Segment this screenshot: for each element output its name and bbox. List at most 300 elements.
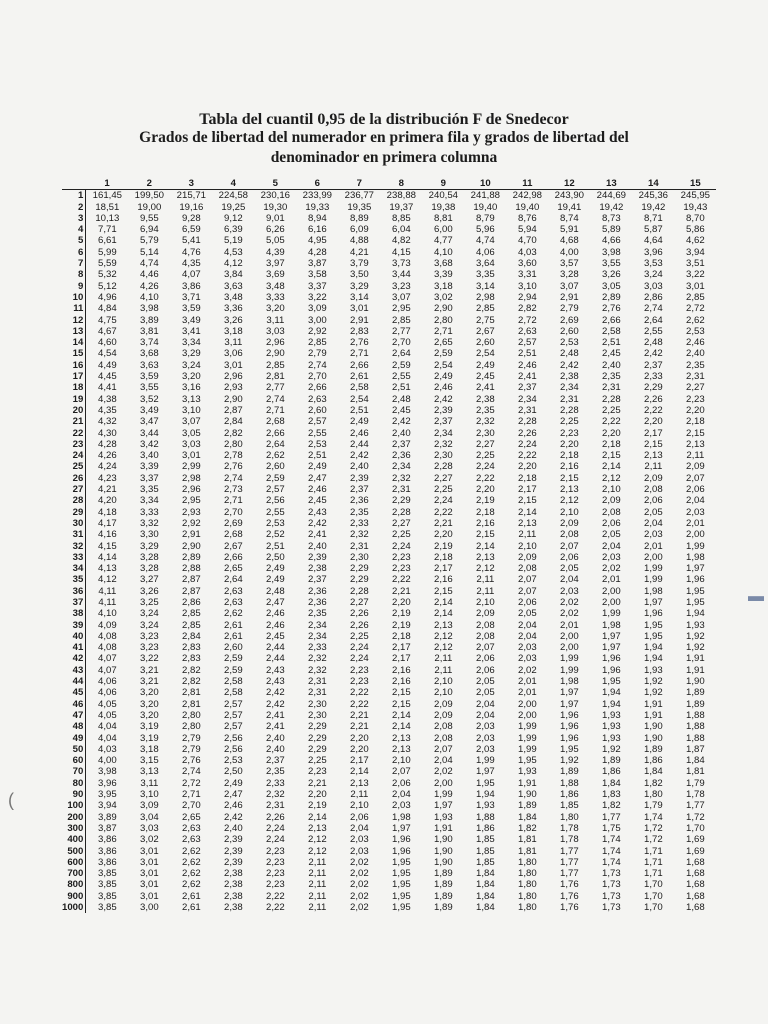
table-row xyxy=(62,348,716,359)
table-cell: 1,74 xyxy=(602,856,621,868)
table-cell: 3,53 xyxy=(644,258,663,270)
table-cell: 1,91 xyxy=(434,822,453,834)
table-cell: 8,73 xyxy=(602,212,621,224)
table-cell: 2,08 xyxy=(434,721,453,733)
table-cell: 1,86 xyxy=(644,755,663,767)
table-cell: 2,48 xyxy=(266,585,285,597)
row-header: 70 xyxy=(62,766,86,777)
table-cell: 2,03 xyxy=(602,551,621,563)
table-cell: 2,93 xyxy=(182,506,201,518)
table-cell: 2,81 xyxy=(182,687,201,699)
table-cell: 4,67 xyxy=(98,325,117,337)
table-cell: 3,49 xyxy=(182,314,201,326)
table-cell: 3,57 xyxy=(560,258,579,270)
table-cell: 2,32 xyxy=(350,529,369,541)
table-cell: 3,39 xyxy=(140,461,159,473)
table-cell: 5,41 xyxy=(182,235,201,247)
table-cell: 2,11 xyxy=(308,890,327,902)
table-cell: 1,99 xyxy=(644,563,663,575)
table-row xyxy=(62,416,716,427)
table-cell: 19,33 xyxy=(305,201,330,213)
table-cell: 2,59 xyxy=(434,348,453,360)
table-cell: 1,95 xyxy=(392,879,411,891)
table-cell: 2,46 xyxy=(266,619,285,631)
table-cell: 1,76 xyxy=(560,879,579,891)
table-cell: 2,46 xyxy=(308,484,327,496)
table-cell: 2,20 xyxy=(434,529,453,541)
table-row xyxy=(62,202,716,213)
table-cell: 2,24 xyxy=(392,540,411,552)
row-header: 8 xyxy=(62,269,86,280)
table-cell: 2,44 xyxy=(266,653,285,665)
table-cell: 3,47 xyxy=(140,416,159,428)
table-cell: 1,73 xyxy=(602,868,621,880)
table-cell: 2,07 xyxy=(686,472,705,484)
table-cell: 1,84 xyxy=(476,902,495,913)
table-cell: 8,85 xyxy=(392,212,411,224)
row-header: 600 xyxy=(62,857,86,868)
table-cell: 1,94 xyxy=(686,608,705,620)
table-cell: 2,15 xyxy=(518,495,537,507)
table-cell: 2,09 xyxy=(518,551,537,563)
table-cell: 3,29 xyxy=(182,348,201,360)
table-cell: 2,74 xyxy=(644,303,663,315)
table-cell: 4,88 xyxy=(350,235,369,247)
table-cell: 2,62 xyxy=(182,845,201,857)
table-cell: 1,86 xyxy=(602,766,621,778)
table-row xyxy=(62,733,716,744)
table-row xyxy=(62,868,716,879)
table-cell: 1,85 xyxy=(476,845,495,857)
table-cell: 2,07 xyxy=(392,766,411,778)
row-header: 40 xyxy=(62,631,86,642)
table-cell: 2,39 xyxy=(308,551,327,563)
table-cell: 7,71 xyxy=(98,224,117,236)
table-row xyxy=(62,857,716,868)
table-cell: 2,67 xyxy=(476,325,495,337)
table-cell: 2,46 xyxy=(350,427,369,439)
table-cell: 2,87 xyxy=(182,574,201,586)
table-cell: 2,01 xyxy=(686,517,705,529)
table-cell: 2,05 xyxy=(476,676,495,688)
table-cell: 1,98 xyxy=(644,585,663,597)
table-cell: 2,25 xyxy=(476,450,495,462)
row-header: 39 xyxy=(62,620,86,631)
table-cell: 2,02 xyxy=(350,868,369,880)
table-cell: 1,82 xyxy=(602,800,621,812)
table-cell: 1,81 xyxy=(518,834,537,846)
table-cell: 2,32 xyxy=(266,789,285,801)
table-cell: 2,16 xyxy=(392,664,411,676)
table-cell: 1,68 xyxy=(686,868,705,880)
table-cell: 4,39 xyxy=(266,246,285,258)
table-cell: 2,58 xyxy=(224,676,243,688)
table-cell: 2,56 xyxy=(224,732,243,744)
column-header: 3 xyxy=(188,178,195,189)
table-cell: 2,39 xyxy=(224,845,243,857)
table-cell: 3,01 xyxy=(686,280,705,292)
table-cell: 4,41 xyxy=(98,382,117,394)
table-cell: 2,51 xyxy=(602,337,621,349)
table-cell: 2,53 xyxy=(560,337,579,349)
table-cell: 1,91 xyxy=(644,709,663,721)
row-header: 200 xyxy=(62,812,86,823)
table-cell: 2,10 xyxy=(560,506,579,518)
table-cell: 2,70 xyxy=(182,800,201,812)
table-cell: 2,03 xyxy=(350,834,369,846)
table-cell: 224,58 xyxy=(212,190,254,202)
table-cell: 2,24 xyxy=(266,822,285,834)
table-cell: 3,44 xyxy=(140,427,159,439)
table-cell: 3,34 xyxy=(182,337,201,349)
table-cell: 4,03 xyxy=(98,743,117,755)
table-cell: 4,15 xyxy=(98,540,117,552)
table-cell: 2,02 xyxy=(350,879,369,891)
table-cell: 2,07 xyxy=(560,540,579,552)
table-row xyxy=(62,699,716,710)
table-cell: 2,01 xyxy=(518,676,537,688)
row-header: 46 xyxy=(62,699,86,710)
table-cell: 19,41 xyxy=(557,201,582,213)
table-cell: 3,07 xyxy=(392,291,411,303)
table-cell: 2,59 xyxy=(266,472,285,484)
table-cell: 2,34 xyxy=(392,461,411,473)
table-cell: 3,35 xyxy=(476,269,495,281)
table-cell: 3,28 xyxy=(560,269,579,281)
table-cell: 2,11 xyxy=(518,529,537,541)
table-cell: 2,37 xyxy=(644,359,663,371)
table-row xyxy=(62,394,716,405)
table-cell: 2,90 xyxy=(182,540,201,552)
table-cell: 2,00 xyxy=(518,698,537,710)
table-cell: 4,49 xyxy=(98,359,117,371)
table-cell: 2,18 xyxy=(686,416,705,428)
table-cell: 2,56 xyxy=(224,743,243,755)
table-cell: 2,51 xyxy=(350,404,369,416)
table-cell: 3,51 xyxy=(686,258,705,270)
table-cell: 2,08 xyxy=(434,732,453,744)
table-cell: 2,70 xyxy=(308,371,327,383)
table-cell: 2,06 xyxy=(602,517,621,529)
table-cell: 2,79 xyxy=(560,303,579,315)
table-cell: 2,18 xyxy=(518,472,537,484)
column-header: 12 xyxy=(564,178,575,189)
table-cell: 2,59 xyxy=(224,653,243,665)
table-cell: 2,09 xyxy=(686,461,705,473)
table-cell: 2,08 xyxy=(644,484,663,496)
table-cell: 2,80 xyxy=(182,721,201,733)
table-row xyxy=(62,710,716,721)
table-cell: 4,03 xyxy=(518,246,537,258)
table-cell: 4,74 xyxy=(140,258,159,270)
table-cell: 2,42 xyxy=(644,348,663,360)
table-cell: 3,73 xyxy=(392,258,411,270)
table-row xyxy=(62,473,716,484)
table-cell: 2,31 xyxy=(308,687,327,699)
table-cell: 2,04 xyxy=(476,709,495,721)
table-row xyxy=(62,213,716,224)
row-header: 29 xyxy=(62,507,86,518)
table-cell: 2,96 xyxy=(224,371,243,383)
table-cell: 3,20 xyxy=(140,698,159,710)
table-cell: 19,25 xyxy=(221,201,246,213)
table-cell: 2,11 xyxy=(434,653,453,665)
table-cell: 2,10 xyxy=(518,540,537,552)
table-cell: 2,11 xyxy=(644,461,663,473)
table-cell: 4,35 xyxy=(182,258,201,270)
table-cell: 2,58 xyxy=(602,325,621,337)
table-cell: 2,38 xyxy=(224,868,243,880)
table-cell: 2,20 xyxy=(560,438,579,450)
table-cell: 3,37 xyxy=(140,472,159,484)
table-cell: 2,06 xyxy=(560,551,579,563)
table-cell: 1,86 xyxy=(476,822,495,834)
table-cell: 1,68 xyxy=(686,879,705,891)
table-cell: 4,23 xyxy=(98,472,117,484)
table-cell: 1,94 xyxy=(602,687,621,699)
table-cell: 3,03 xyxy=(266,325,285,337)
table-cell: 1,99 xyxy=(686,540,705,552)
table-cell: 6,39 xyxy=(224,224,243,236)
table-cell: 2,02 xyxy=(602,563,621,575)
table-cell: 2,60 xyxy=(308,404,327,416)
table-cell: 3,23 xyxy=(392,280,411,292)
table-cell: 2,63 xyxy=(224,585,243,597)
table-cell: 2,30 xyxy=(434,450,453,462)
table-cell: 233,99 xyxy=(296,190,338,202)
table-cell: 2,13 xyxy=(308,822,327,834)
table-cell: 3,85 xyxy=(98,902,117,913)
table-cell: 2,21 xyxy=(392,585,411,597)
table-cell: 3,39 xyxy=(434,269,453,281)
table-cell: 2,49 xyxy=(350,416,369,428)
table-cell: 2,27 xyxy=(686,382,705,394)
table-cell: 2,43 xyxy=(266,664,285,676)
table-cell: 2,40 xyxy=(224,822,243,834)
table-cell: 19,42 xyxy=(599,201,624,213)
table-cell: 2,25 xyxy=(350,630,369,642)
table-cell: 2,80 xyxy=(182,709,201,721)
row-header: 500 xyxy=(62,846,86,857)
table-cell: 2,58 xyxy=(224,687,243,699)
table-cell: 19,40 xyxy=(473,201,498,213)
table-cell: 3,95 xyxy=(98,789,117,801)
table-cell: 4,11 xyxy=(98,596,117,608)
table-cell: 2,14 xyxy=(350,766,369,778)
row-header: 35 xyxy=(62,574,86,585)
table-row xyxy=(62,224,716,235)
table-cell: 5,94 xyxy=(518,224,537,236)
table-cell: 1,85 xyxy=(476,856,495,868)
table-cell: 2,63 xyxy=(224,596,243,608)
table-corner xyxy=(62,178,86,190)
row-header: 43 xyxy=(62,665,86,676)
table-cell: 2,69 xyxy=(560,314,579,326)
table-cell: 1,91 xyxy=(518,777,537,789)
row-header: 20 xyxy=(62,405,86,416)
table-cell: 1,99 xyxy=(518,721,537,733)
table-cell: 2,21 xyxy=(434,517,453,529)
table-cell: 2,19 xyxy=(308,800,327,812)
column-header: 1 xyxy=(104,178,110,189)
table-cell: 4,07 xyxy=(98,664,117,676)
table-cell: 1,99 xyxy=(560,664,579,676)
table-cell: 3,00 xyxy=(140,902,159,913)
table-row xyxy=(62,879,716,890)
table-cell: 1,80 xyxy=(518,902,537,913)
table-row xyxy=(62,687,716,698)
table-cell: 1,97 xyxy=(392,822,411,834)
table-cell: 4,06 xyxy=(98,687,117,699)
table-cell: 5,89 xyxy=(602,224,621,236)
table-cell: 3,09 xyxy=(308,303,327,315)
table-cell: 2,96 xyxy=(266,337,285,349)
table-cell: 4,62 xyxy=(686,235,705,247)
table-cell: 4,07 xyxy=(182,269,201,281)
table-cell: 2,37 xyxy=(308,574,327,586)
row-header: 33 xyxy=(62,552,86,563)
table-cell: 2,40 xyxy=(308,540,327,552)
table-cell: 2,60 xyxy=(560,325,579,337)
table-cell: 2,27 xyxy=(392,517,411,529)
table-cell: 4,21 xyxy=(350,246,369,258)
table-cell: 2,03 xyxy=(560,585,579,597)
table-cell: 4,18 xyxy=(98,506,117,518)
table-cell: 1,90 xyxy=(434,834,453,846)
table-cell: 2,13 xyxy=(644,450,663,462)
table-row xyxy=(62,586,716,597)
table-row xyxy=(62,676,716,687)
table-cell: 1,90 xyxy=(686,676,705,688)
table-cell: 2,66 xyxy=(308,382,327,394)
table-cell: 2,38 xyxy=(308,563,327,575)
table-cell: 2,08 xyxy=(518,563,537,575)
table-cell: 3,86 xyxy=(98,845,117,857)
table-cell: 1,95 xyxy=(686,585,705,597)
table-cell: 4,74 xyxy=(476,235,495,247)
table-cell: 1,84 xyxy=(476,890,495,902)
table-cell: 1,90 xyxy=(518,789,537,801)
table-cell: 2,36 xyxy=(350,495,369,507)
table-row xyxy=(62,541,716,552)
table-cell: 4,06 xyxy=(98,676,117,688)
table-cell: 1,95 xyxy=(518,755,537,767)
table-cell: 2,18 xyxy=(560,450,579,462)
row-header: 1 xyxy=(62,190,86,202)
table-cell: 2,57 xyxy=(266,484,285,496)
table-cell: 2,85 xyxy=(686,291,705,303)
table-row xyxy=(62,846,716,857)
table-cell: 1,99 xyxy=(476,755,495,767)
table-cell: 3,10 xyxy=(182,404,201,416)
table-cell: 1,92 xyxy=(644,687,663,699)
table-cell: 2,90 xyxy=(434,303,453,315)
row-header: 700 xyxy=(62,868,86,879)
table-cell: 2,28 xyxy=(602,393,621,405)
margin-pen-mark: ▬ xyxy=(748,588,764,605)
table-cell: 4,38 xyxy=(98,393,117,405)
table-cell: 2,28 xyxy=(560,404,579,416)
table-cell: 1,85 xyxy=(560,800,579,812)
table-cell: 2,49 xyxy=(308,461,327,473)
table-cell: 2,49 xyxy=(434,371,453,383)
table-cell: 2,47 xyxy=(308,472,327,484)
table-cell: 1,72 xyxy=(644,834,663,846)
table-row xyxy=(62,303,716,314)
table-cell: 1,89 xyxy=(434,868,453,880)
table-cell: 2,51 xyxy=(266,540,285,552)
table-cell: 1,69 xyxy=(686,845,705,857)
table-cell: 161,45 xyxy=(86,190,129,202)
table-cell: 2,42 xyxy=(560,359,579,371)
table-cell: 2,11 xyxy=(476,585,495,597)
table-cell: 2,20 xyxy=(602,427,621,439)
table-cell: 2,14 xyxy=(434,596,453,608)
table-cell: 3,60 xyxy=(518,258,537,270)
page-subtitle: Grados de libertad del numerador en primera fila y grados de libertad del denominador en primera columna xyxy=(139,129,629,166)
table-cell: 2,95 xyxy=(182,495,201,507)
table-cell: 1,95 xyxy=(602,676,621,688)
table-cell: 2,26 xyxy=(350,619,369,631)
table-cell: 2,02 xyxy=(518,664,537,676)
table-cell: 4,11 xyxy=(98,585,117,597)
table-cell: 2,50 xyxy=(224,766,243,778)
table-cell: 2,90 xyxy=(266,348,285,360)
table-cell: 1,96 xyxy=(602,664,621,676)
table-cell: 19,30 xyxy=(263,201,288,213)
table-cell: 2,91 xyxy=(560,291,579,303)
table-cell: 2,02 xyxy=(350,856,369,868)
row-header: 23 xyxy=(62,439,86,450)
table-cell: 2,41 xyxy=(476,382,495,394)
table-cell: 2,85 xyxy=(266,359,285,371)
table-cell: 2,08 xyxy=(476,619,495,631)
table-cell: 2,26 xyxy=(266,811,285,823)
table-cell: 1,89 xyxy=(686,698,705,710)
table-cell: 2,68 xyxy=(224,529,243,541)
table-cell: 3,15 xyxy=(140,755,159,767)
table-cell: 2,11 xyxy=(308,868,327,880)
table-cell: 2,44 xyxy=(350,438,369,450)
table-cell: 2,19 xyxy=(392,619,411,631)
table-cell: 2,03 xyxy=(644,529,663,541)
row-header: 3 xyxy=(62,213,86,224)
table-cell: 2,64 xyxy=(644,314,663,326)
table-cell: 1,79 xyxy=(686,777,705,789)
table-cell: 2,62 xyxy=(224,608,243,620)
table-cell: 1,84 xyxy=(686,755,705,767)
table-cell: 4,53 xyxy=(224,246,243,258)
table-cell: 2,12 xyxy=(434,642,453,654)
table-cell: 3,63 xyxy=(140,359,159,371)
table-row xyxy=(62,721,716,732)
table-cell: 3,07 xyxy=(560,280,579,292)
table-cell: 2,33 xyxy=(266,777,285,789)
table-cell: 2,83 xyxy=(182,653,201,665)
table-cell: 2,21 xyxy=(308,777,327,789)
table-cell: 2,93 xyxy=(224,382,243,394)
table-cell: 2,29 xyxy=(644,382,663,394)
table-cell: 9,55 xyxy=(140,212,159,224)
table-cell: 1,70 xyxy=(686,822,705,834)
table-cell: 1,88 xyxy=(686,709,705,721)
table-cell: 2,42 xyxy=(224,811,243,823)
table-cell: 2,46 xyxy=(224,800,243,812)
table-cell: 2,60 xyxy=(224,642,243,654)
table-cell: 1,96 xyxy=(560,721,579,733)
table-cell: 3,23 xyxy=(140,642,159,654)
table-cell: 2,76 xyxy=(224,461,243,473)
